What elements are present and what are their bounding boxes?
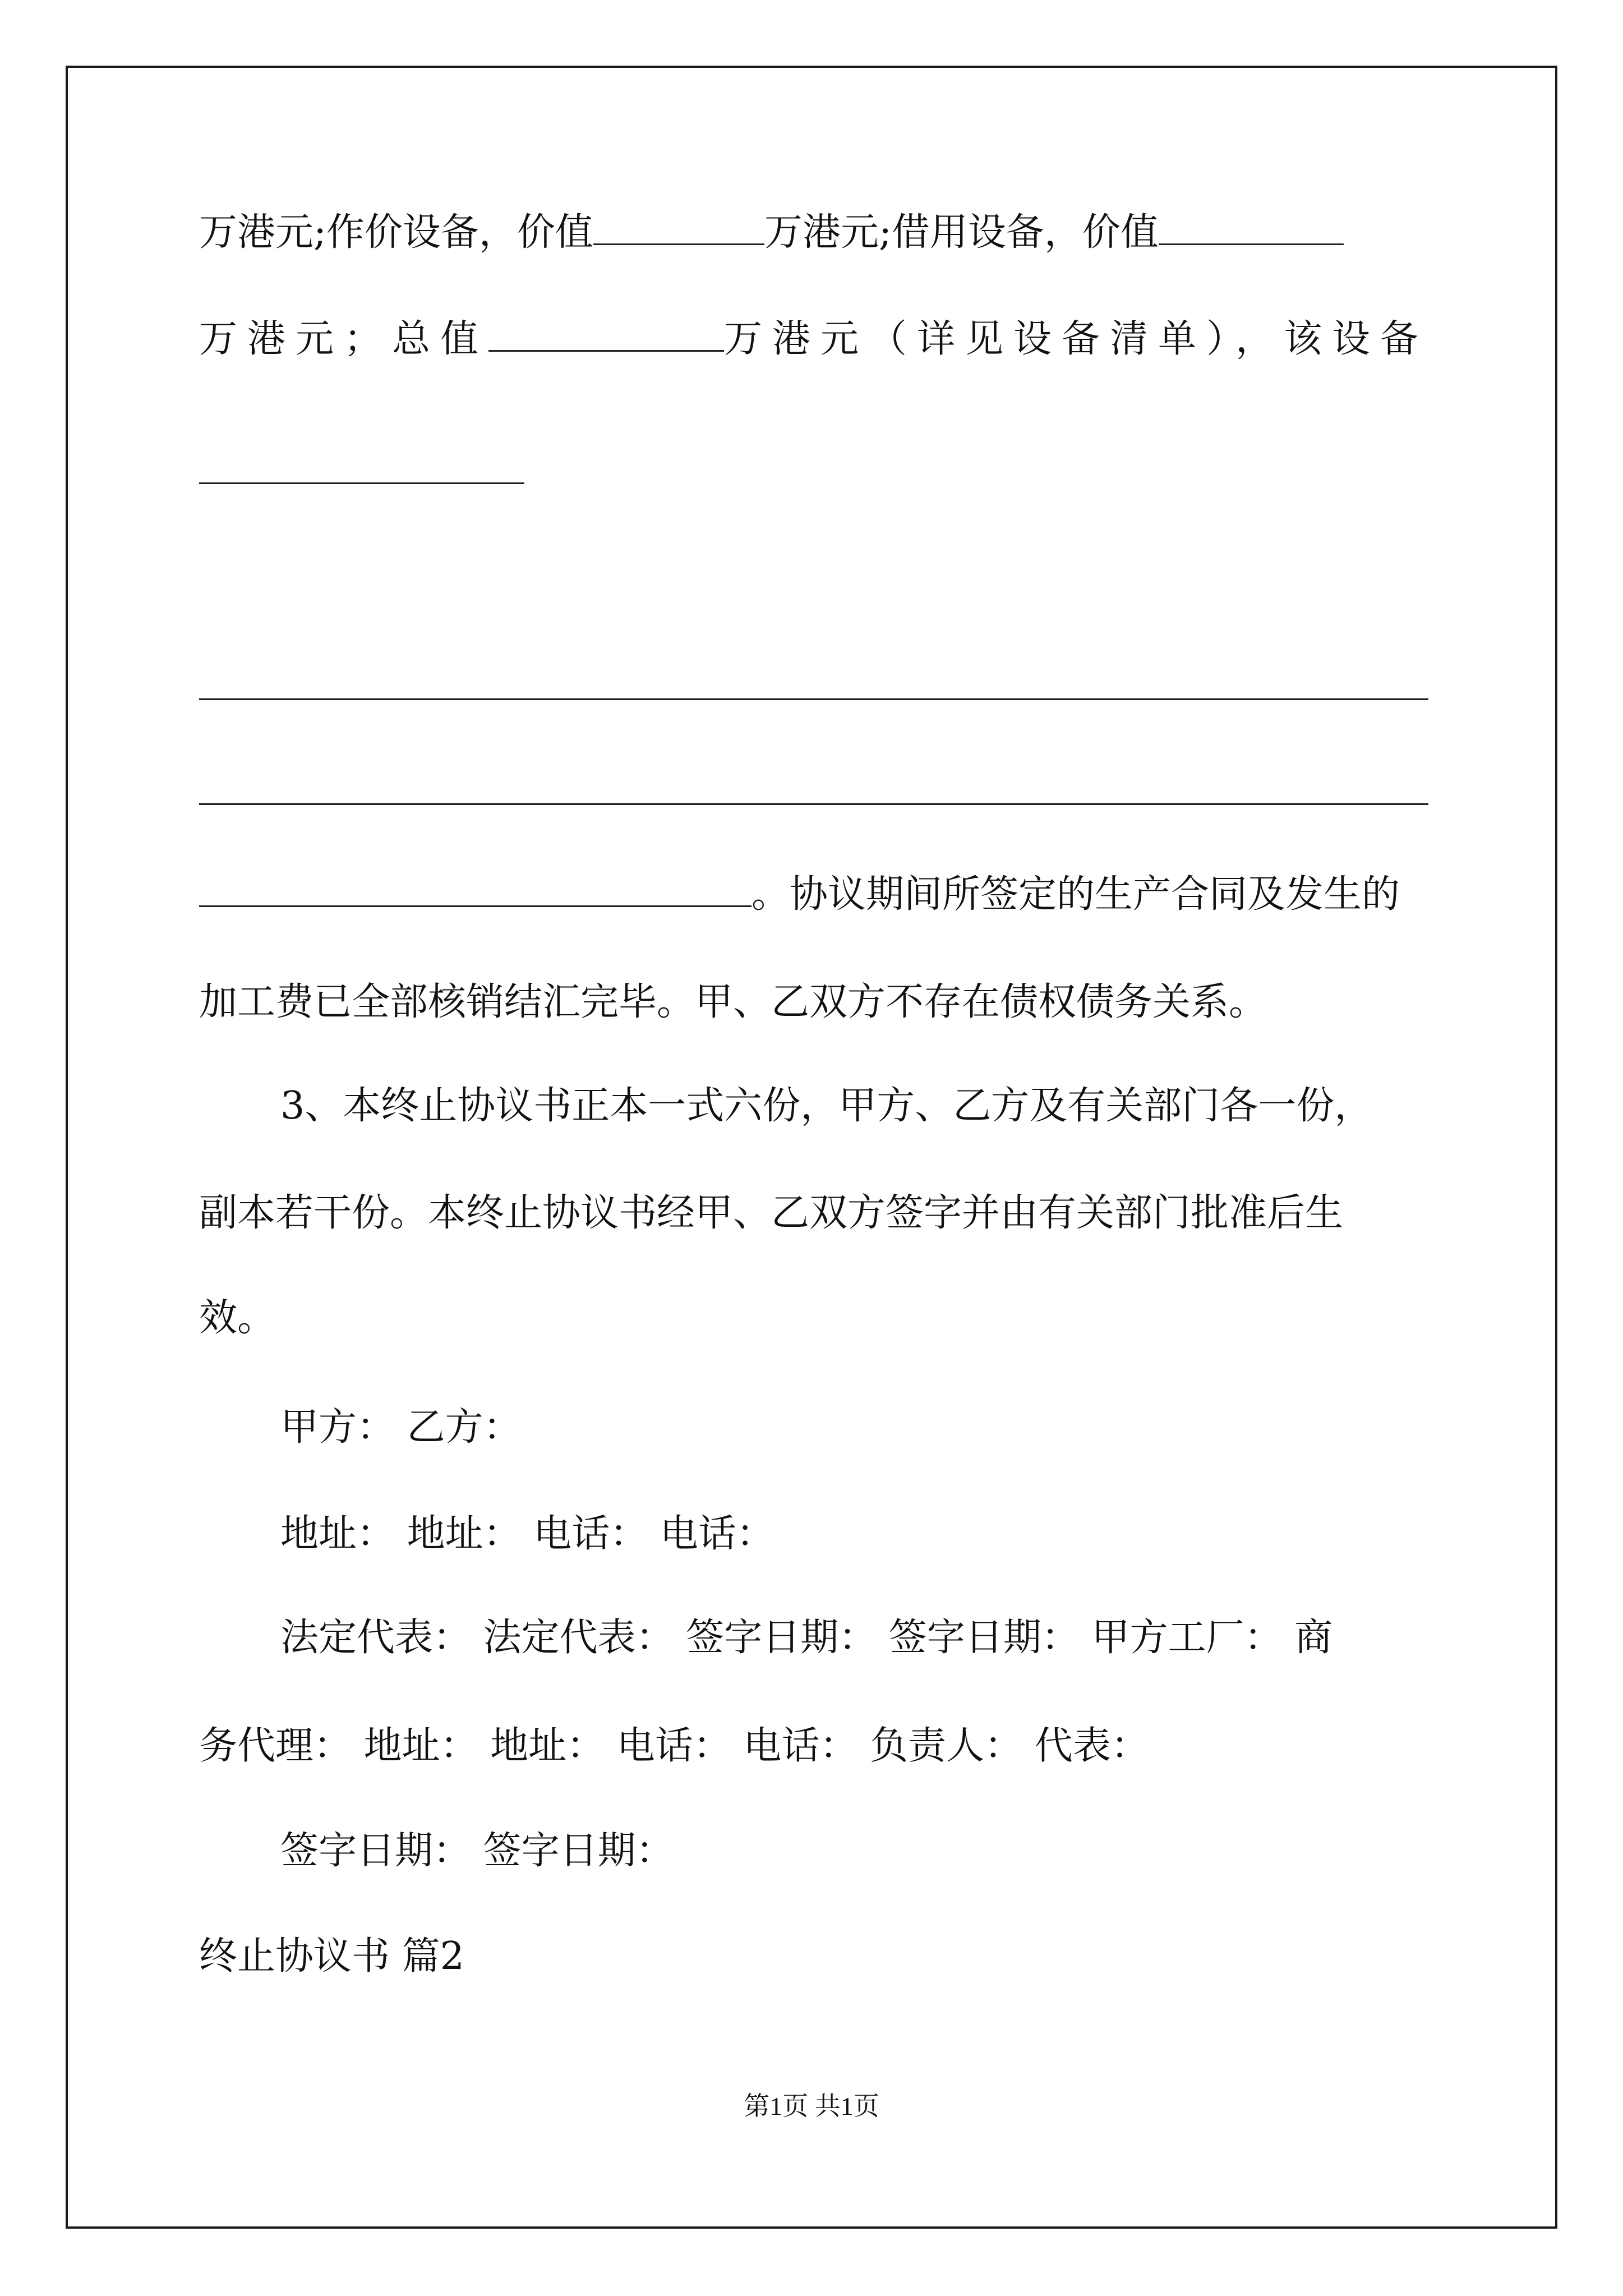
text-line-12: 签字日期： 签字日期：	[280, 1829, 674, 1873]
text-fragment: 万港元;	[199, 210, 326, 255]
fill-in-blank[interactable]	[1159, 209, 1344, 245]
text-line-8: 甲方： 乙方：	[280, 1405, 522, 1450]
text-fragment: 万港元；总值	[199, 317, 489, 361]
text-line-2	[199, 314, 1433, 365]
text-line-3	[199, 869, 1433, 920]
text-fragment: 。协议期间所签定的生产合同及发生的	[751, 872, 1400, 917]
text-line-5: 3、本终止协议书正本一式六份，甲方、乙方及有关部门各一份，	[280, 1084, 1373, 1128]
text-fragment: 作价设备，价值	[326, 210, 593, 255]
fill-in-blank[interactable]	[593, 209, 764, 245]
fill-in-blank[interactable]	[199, 803, 1428, 805]
text-line-9: 地址： 地址： 电话： 电话：	[280, 1512, 774, 1556]
text-line-7: 效。	[199, 1296, 276, 1340]
text-line-6: 副本若干份。本终止协议书经甲、乙双方签字并由有关部门批准后生	[199, 1191, 1344, 1235]
text-fragment: 万港元（详见设备清单），该设备	[724, 317, 1429, 361]
fill-in-blank[interactable]	[199, 482, 524, 484]
page-frame	[66, 66, 1557, 2229]
section-heading: 终止协议书 篇2	[199, 1934, 464, 1978]
fill-in-blank[interactable]	[199, 871, 751, 907]
fill-in-blank[interactable]	[199, 698, 1428, 700]
text-line-4: 加工费已全部核销结汇完毕。甲、乙双方不存在债权债务关系。	[199, 980, 1267, 1024]
fill-in-blank[interactable]	[488, 315, 724, 352]
text-line-11: 务代理： 地址： 地址： 电话： 电话： 负责人： 代表：	[199, 1724, 1149, 1768]
text-fragment: 万港元;	[764, 210, 892, 255]
text-line-1	[199, 208, 1433, 258]
page-footer: 第1页 共1页	[744, 2092, 879, 2120]
text-line-10: 法定代表： 法定代表： 签字日期： 签字日期： 甲方工厂： 商	[280, 1616, 1333, 1660]
text-fragment: 借用设备，价值	[891, 210, 1159, 255]
